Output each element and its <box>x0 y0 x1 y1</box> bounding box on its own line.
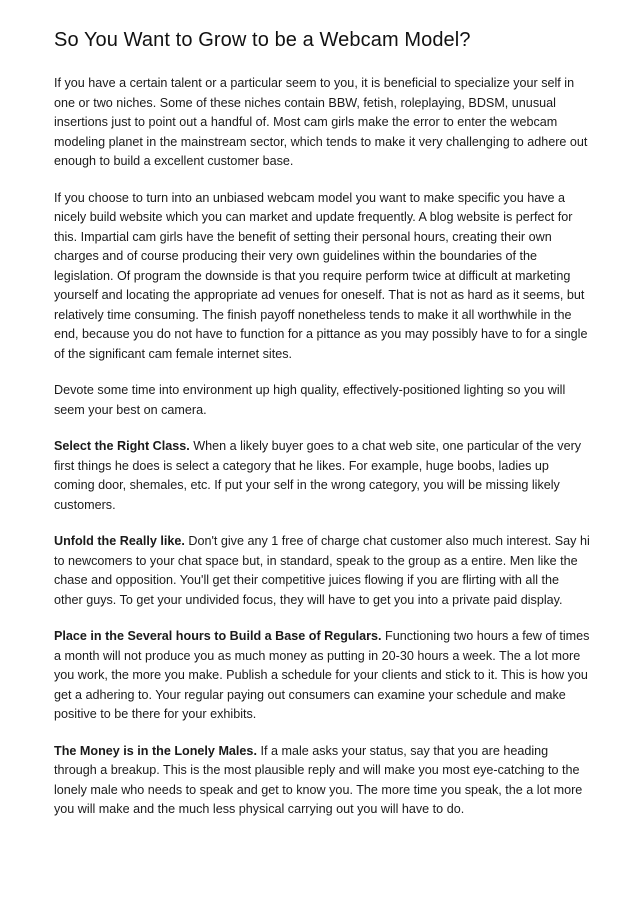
paragraph-lonely-males <box>54 742 590 820</box>
paragraph-text: Devote some time into environment up high quality, effectively-positioned lighting so you will seem your best on camera. <box>54 383 566 417</box>
paragraph-lighting <box>54 381 590 420</box>
paragraph-base-of-regulars <box>54 627 590 725</box>
paragraph-text: If a male asks your status, say that you are heading through a breakup. This is the most plausible reply and will make you most eye-catching to the lonely male who needs to speak and get to know you. The more time you speak, the a lot more you will make and the much less physical carrying out you will have to do. <box>54 743 583 816</box>
paragraph-heading: Place in the Several hours to Build a Base of Regulars. <box>54 629 382 643</box>
paragraph-independent-model <box>54 189 590 365</box>
paragraph-text: Functioning two hours a few of times a month will not produce you as much money as putting in 20-30 hours a week. The a lot more you work, the more you make. Publish a schedule for your clients and stick to it. This is how you get a adhering to. Your regular paying out consumers can examine your schedule and make positive to be there for your exhibits. <box>54 629 590 721</box>
document-page <box>54 26 590 837</box>
paragraph-text: If you have a certain talent or a particular seem to you, it is beneficial to specialize your self in one or two niches. Some of these niches contain BBW, fetish, roleplaying, BDSM, unusual insertions just to point out a handful of. Most cam girls make the error to enter the webcam modeling planet in the mainstream sector, which tends to make it very challenging to adhere out enough to build a excellent customer base. <box>54 76 588 168</box>
paragraph-heading: The Money is in the Lonely Males. <box>54 743 257 758</box>
paragraph-text: When a likely buyer goes to a chat web site, one particular of the very first things he does is select a category that he likes. For example, huge boobs, ladies up coming door, shemales, etc. If put your self in the wrong category, you will be missing likely customers. <box>54 439 582 512</box>
paragraph-select-class <box>54 437 590 515</box>
paragraph-text: If you choose to turn into an unbiased webcam model you want to make specific you have a nicely build website which you can market and update frequently. A blog website is perfect for this. Impartial cam girls have the benefit of setting their personal hours, creating their own charges and of course producing their very own guidelines within the boundaries of the legislation. Of program the downside is that you require perform twice at difficult at marketing yourself and locating the appropriate ad venues for oneself. That is not as hard as it seems, but relatively time consuming. The finish payoff nonetheless tends to make it all worthwhile in the end, because you do not have to function for a pittance as you may possibly have to for a single of the significant cam female internet sites. <box>54 190 588 361</box>
paragraph-heading: Unfold the Really like. <box>54 534 185 548</box>
paragraph-heading: Select the Right Class. <box>54 439 190 453</box>
paragraph-niches <box>54 74 590 172</box>
paragraph-unfold-like <box>54 532 590 610</box>
paragraph-text: Don't give any 1 free of charge chat customer also much interest. Say hi to newcomers to your chat space but, in standard, speak to the group as a entire. Men like the chase and opposition. You'll get their competitive juices flowing if you are flirting with all the other guys. To get your undivided focus, they will have to get you into a private paid display. <box>54 534 590 607</box>
page-title: So You Want to Grow to be a Webcam Model? <box>54 29 471 51</box>
